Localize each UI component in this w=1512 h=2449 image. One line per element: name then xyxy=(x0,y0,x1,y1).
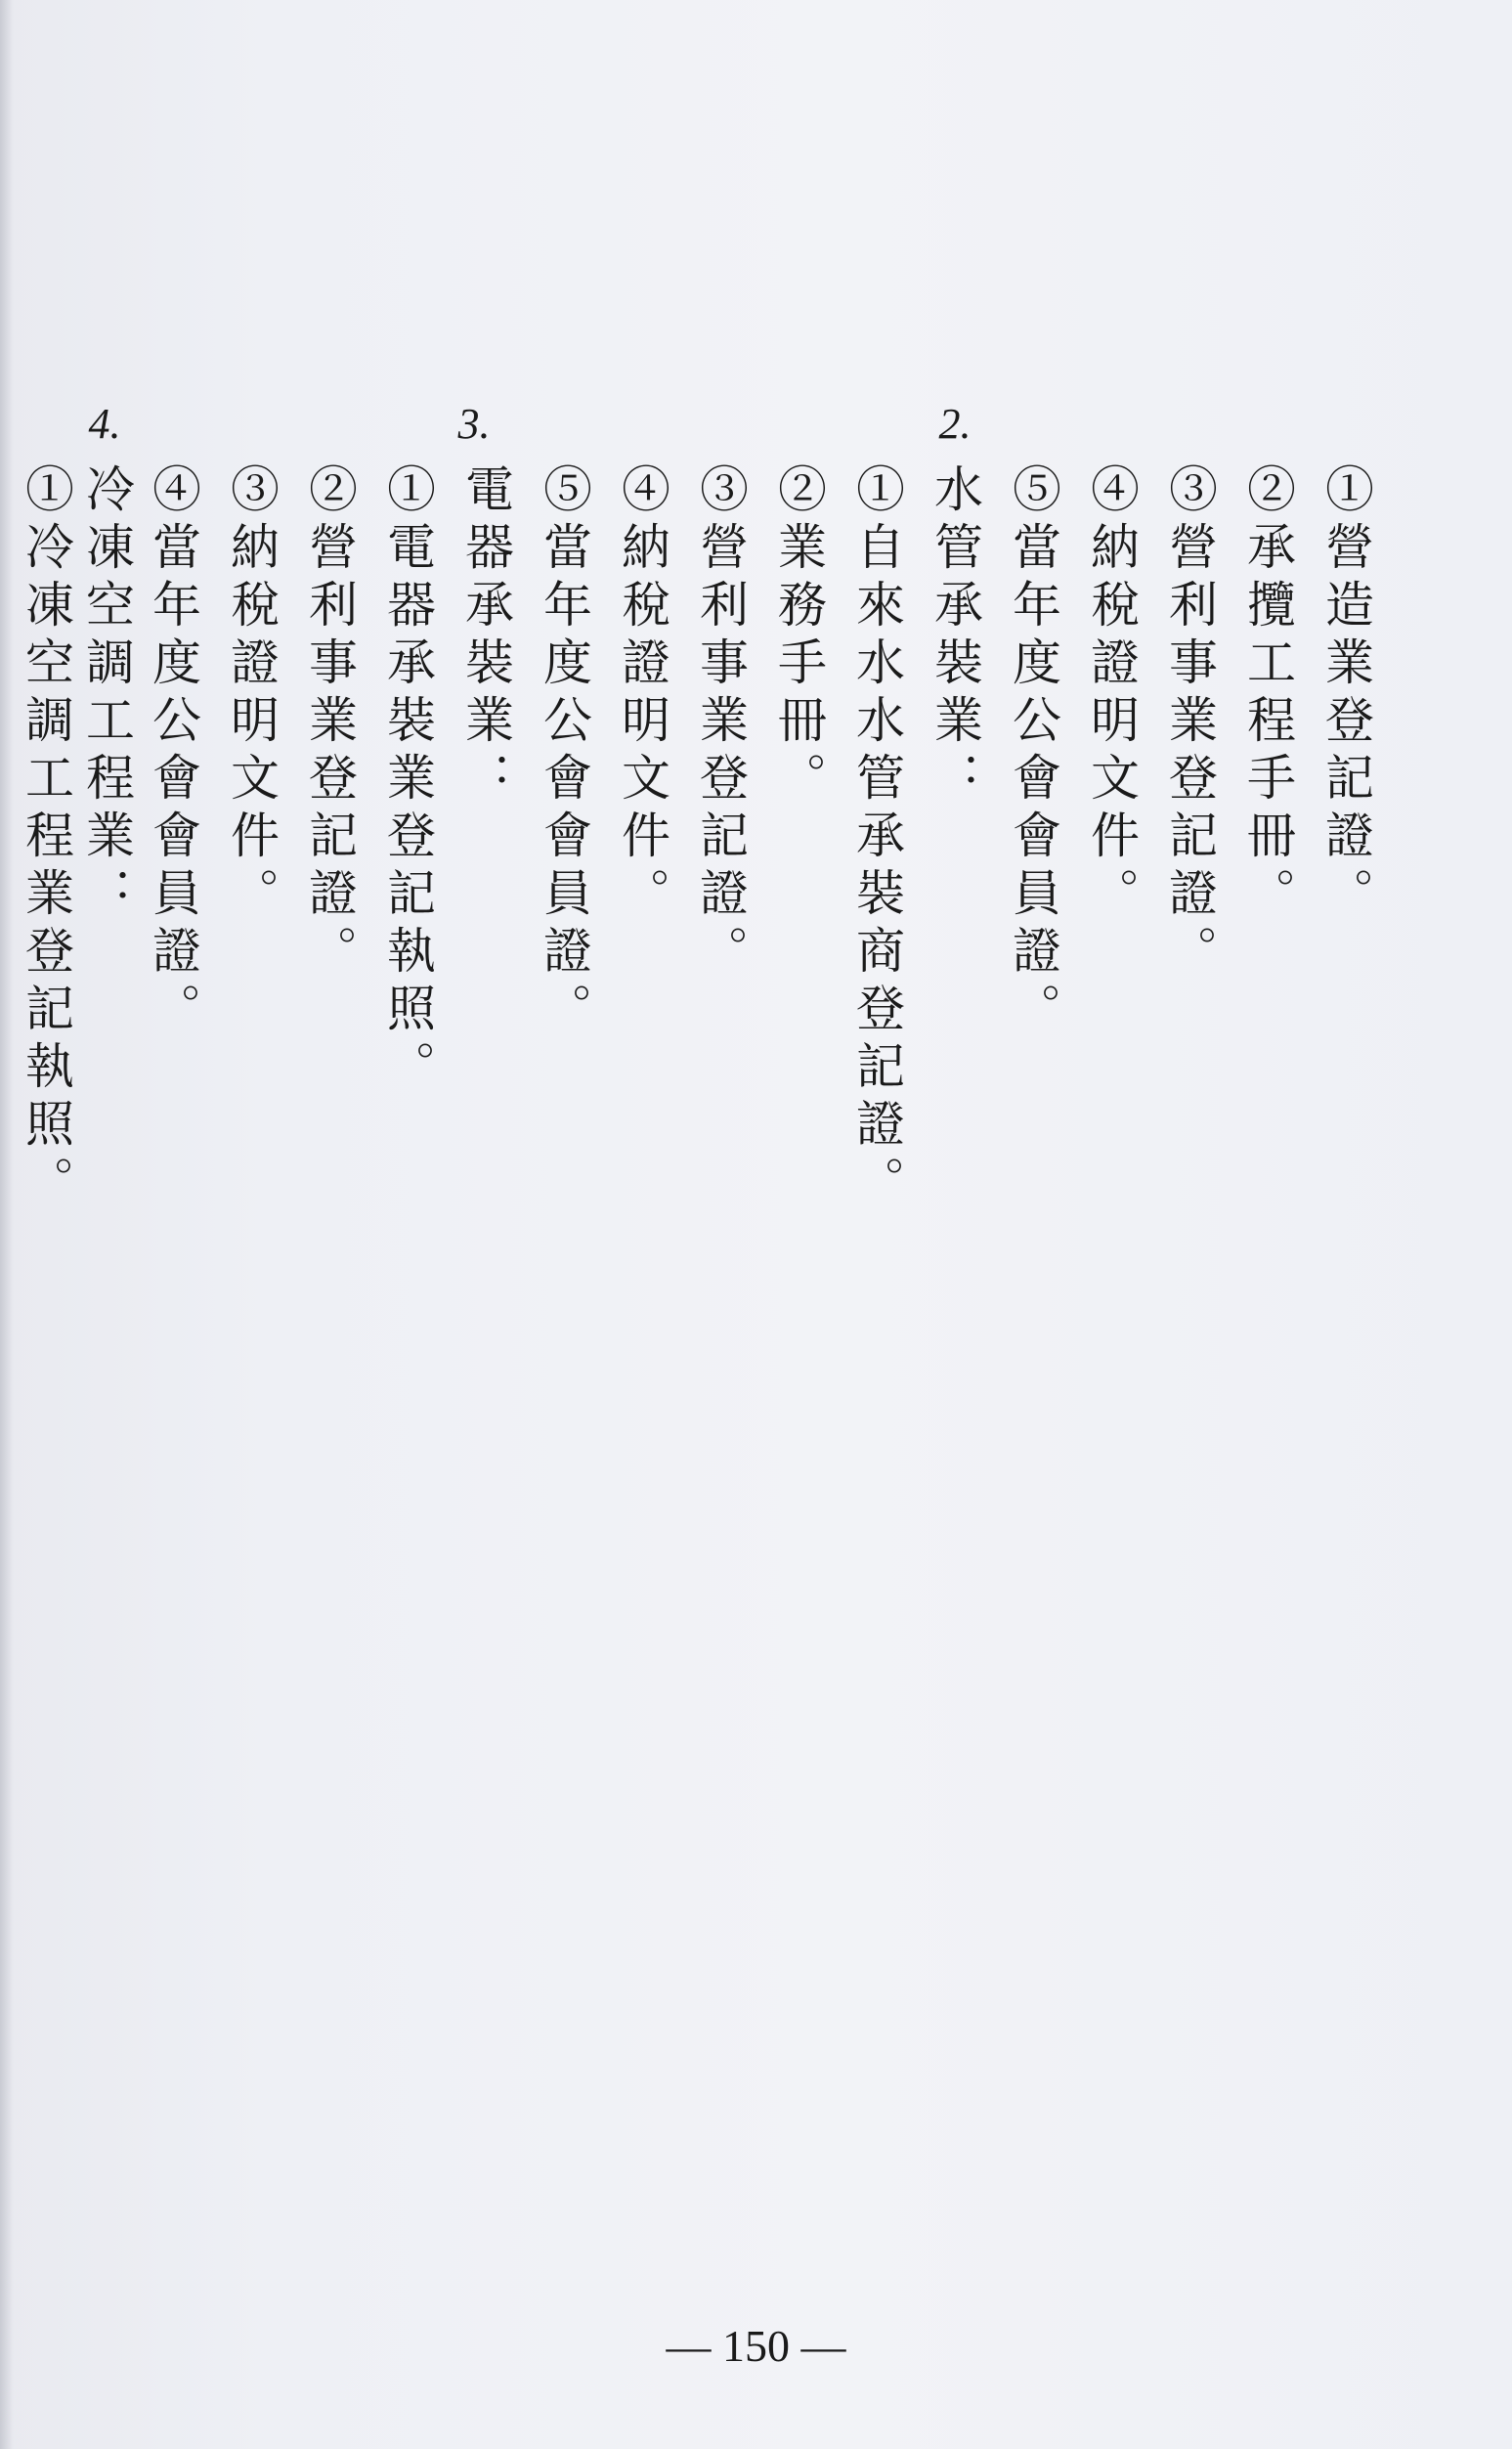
section-number-4: 4. xyxy=(88,400,121,448)
section-heading-electrical xyxy=(457,463,514,809)
column-text: ③納稅證明文件。 xyxy=(223,463,280,925)
list-item-water-pipe-registration xyxy=(848,463,905,1213)
column-text: ②營利事業登記證。 xyxy=(301,463,358,983)
page-spine-shadow xyxy=(0,0,14,2449)
section-number-2: 2. xyxy=(938,400,972,448)
column-text: 水管承裝業： xyxy=(927,463,983,809)
section-heading-hvac xyxy=(78,463,135,925)
column-text: ①自來水水管承裝商登記證。 xyxy=(848,463,905,1213)
list-item-tax-certificate xyxy=(1083,463,1140,925)
list-item-association-membership xyxy=(1005,463,1061,1040)
list-item-tax-certificate xyxy=(614,463,670,925)
list-item-association-membership xyxy=(145,463,201,1040)
list-item-building-registration xyxy=(1318,463,1374,925)
list-item-electrical-license xyxy=(379,463,436,1098)
section-number-3: 3. xyxy=(457,400,491,448)
page-number: — 150 — xyxy=(666,2321,846,2371)
column-text: ③營利事業登記證。 xyxy=(692,463,749,983)
column-text: ①電器承裝業登記執照。 xyxy=(379,463,436,1098)
section-heading-water-pipe xyxy=(927,463,983,809)
column-text: ④納稅證明文件。 xyxy=(1083,463,1140,925)
list-item-business-registration xyxy=(692,463,749,983)
list-item-association-membership xyxy=(536,463,592,1040)
column-text: ①冷凍空調工程業登記執照。 xyxy=(18,463,74,1213)
column-text: ②業務手冊。 xyxy=(770,463,827,809)
column-text: ③營利事業登記證。 xyxy=(1161,463,1218,983)
column-text: ⑤當年度公會會員證。 xyxy=(536,463,592,1040)
list-item-hvac-license xyxy=(18,463,74,1213)
list-item-business-handbook xyxy=(770,463,827,809)
list-item-business-registration xyxy=(1161,463,1218,983)
column-text: ⑤當年度公會會員證。 xyxy=(1005,463,1061,1040)
column-text: 冷凍空調工程業： xyxy=(78,463,135,925)
list-item-tax-certificate xyxy=(223,463,280,925)
list-item-business-registration xyxy=(301,463,358,983)
list-item-contract-handbook xyxy=(1239,463,1296,925)
column-text: ④納稅證明文件。 xyxy=(614,463,670,925)
column-text: ②承攬工程手冊。 xyxy=(1239,463,1296,925)
column-text: ①營造業登記證。 xyxy=(1318,463,1374,925)
column-text: 電器承裝業： xyxy=(457,463,514,809)
column-text: ④當年度公會會員證。 xyxy=(145,463,201,1040)
